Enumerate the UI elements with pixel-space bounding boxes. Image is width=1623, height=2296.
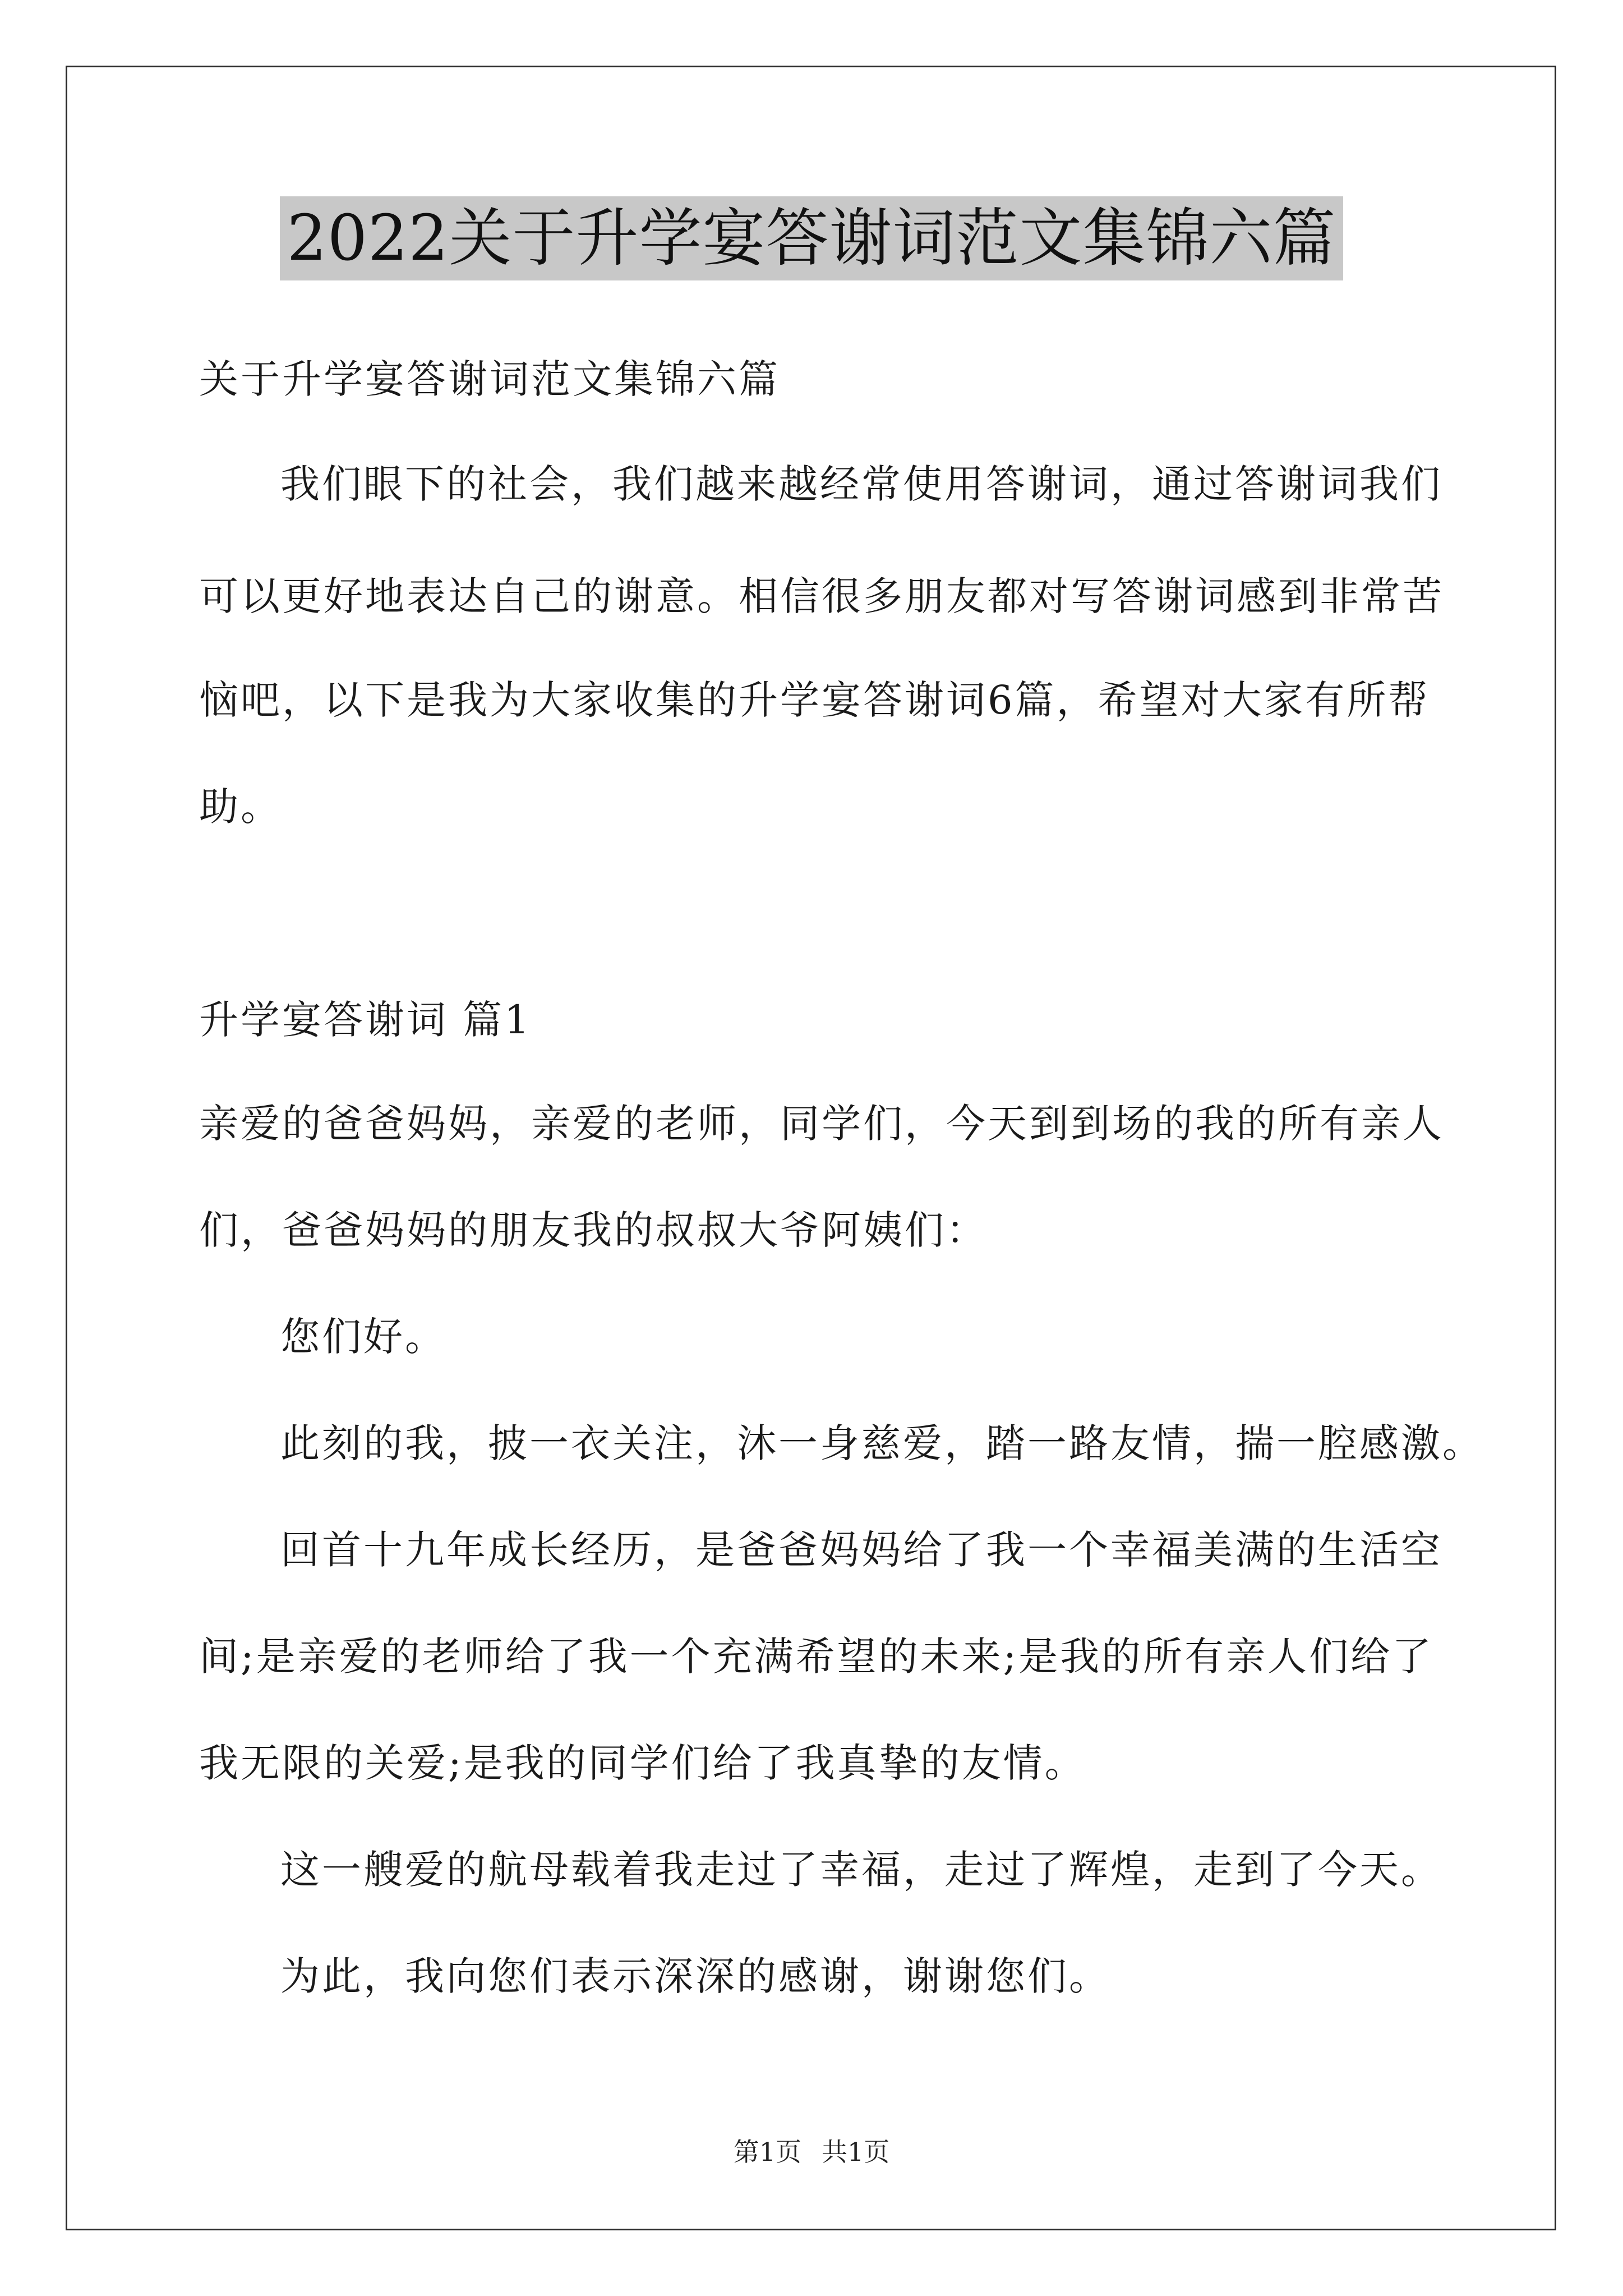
body-line: 这一艘爱的航母载着我走过了幸福，走过了辉煌，走到了今天。 (280, 1847, 1442, 1893)
body-line: 间;是亲爱的老师给了我一个充满希望的未来;是我的所有亲人们给了 (199, 1634, 1434, 1680)
page-footer (0, 2132, 1623, 2169)
body-line: 我无限的关爱;是我的同学们给了我真挚的友情。 (199, 1740, 1086, 1786)
body-line: 回首十九年成长经历，是爸爸妈妈给了我一个幸福美满的生活空 (280, 1527, 1442, 1573)
page-total: 共1页 (822, 2137, 890, 2167)
body-line: 此刻的我，披一衣关注，沐一身慈爱，踏一路友情，揣一腔感激。 (280, 1420, 1484, 1466)
page-number: 第1页 (733, 2137, 801, 2167)
body-line: 们，爸爸妈妈的朋友我的叔叔大爷阿姨们： (199, 1207, 988, 1253)
body-line: 您们好。 (280, 1314, 446, 1360)
section-heading: 升学宴答谢词 篇1 (199, 997, 532, 1043)
intro-line: 我们眼下的社会，我们越来越经常使用答谢词，通过答谢词我们 (280, 461, 1442, 507)
document-subtitle: 关于升学宴答谢词范文集锦六篇 (199, 356, 780, 402)
intro-line: 可以更好地表达自己的谢意。相信很多朋友都对写答谢词感到非常苦 (199, 573, 1444, 619)
intro-line: 助。 (199, 784, 282, 830)
intro-line: 恼吧，以下是我为大家收集的升学宴答谢词6篇，希望对大家有所帮 (199, 677, 1430, 723)
title-wrap (0, 196, 1623, 280)
body-line: 亲爱的爸爸妈妈，亲爱的老师，同学们，今天到到场的我的所有亲人 (199, 1101, 1444, 1147)
body-line: 为此，我向您们表示深深的感谢，谢谢您们。 (280, 1953, 1110, 1999)
document-title: 2022关于升学宴答谢词范文集锦六篇 (280, 196, 1343, 280)
